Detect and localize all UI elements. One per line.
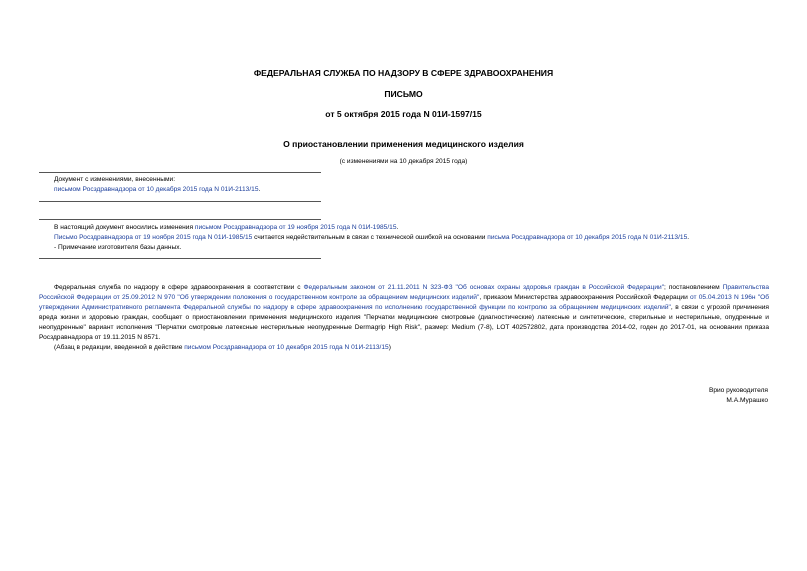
signatory-position: Врио руководителя (708, 387, 768, 394)
body-link[interactable]: Федеральным законом от 21.11.2011 N 323-ФЗ "Об основах охраны здоровья граждан в Российской Федерации" (303, 284, 665, 291)
note-line-2 (54, 233, 794, 243)
body-text: (Абзац в редакции, введенной в действие (54, 344, 185, 351)
note-link[interactable]: письма Росздравнадзора от 10 декабря 2015 года N 01И-2113/15 (487, 234, 688, 241)
divider (39, 201, 321, 202)
body-link[interactable]: Правительства Российской Федерации от 25.09.2012 N 970 "Об утверждении положения о государственном контроле за обращением медицинских изделий" (39, 284, 769, 301)
divider (39, 219, 321, 220)
amendment-link[interactable]: письмом Росздравнадзора от 10 декабря 2015 года N 01И-2113/15 (54, 186, 259, 193)
body-text: , в связи с угрозой причинения вреда жизни и здоровью граждан, сообщает о приостановлении применения медицинского изделия "Перчатки медицинские смотровые (диагностические) латексные и синтетические, стерильные и нестерильные, опудренные и неопудренные" вариант исполнения "Перчатки смотровые латексные нестерильные неопудренные Dermagrip High Risk", размер: Medium (7-8), LOT 402572802, дата производства 2014-02, годен до 2017-01, на основании приказа Росздравнадзора от 19.11.2015 N 8571. (39, 304, 769, 341)
document-date-number: от 5 октября 2015 года N 01И-1597/15 (325, 109, 482, 119)
amendment-link-line (54, 185, 354, 195)
note-text: . (687, 234, 690, 241)
signature-block (709, 386, 768, 406)
body-link[interactable]: от 05.04.2013 N 196н "Об утверждении Административного регламента Федеральной службы по надзору в сфере здравоохранения по исполнению государственной функции по контролю за обращением медицинских изделий" (39, 294, 769, 311)
divider (39, 258, 321, 259)
body-text: ; постановлением (664, 284, 723, 291)
body-text: , приказом Министерства здравоохранения Российской Федерации (479, 294, 690, 301)
note-link[interactable]: письмом Росздравнадзора от 19 ноября 2015 года N 01И-1985/15 (194, 224, 397, 231)
note-line-3: - Примечание изготовителя базы данных. (54, 244, 182, 251)
amendments-note: (с изменениями на 10 декабря 2015 года) (339, 158, 468, 165)
amendment-link-end: . (258, 186, 261, 193)
body-link[interactable]: письмом Росздравнадзора от 10 декабря 2015 года N 01И-2113/15 (184, 344, 389, 351)
body-text: Федеральная служба по надзору в сфере здравоохранения в соответствии с (54, 284, 304, 291)
document-type: ПИСЬМО (384, 89, 423, 99)
body-text: ) (388, 344, 391, 351)
note-line-1 (54, 223, 794, 233)
note-link[interactable]: Письмо Росздравнадзора от 19 ноября 2015 года N 01И-1985/15 (54, 234, 253, 241)
database-note (54, 223, 794, 253)
document-title: О приостановлении применения медицинского изделия (283, 139, 524, 149)
signatory-name: М.А.Мурашко (726, 397, 768, 404)
amendment-label: Документ с изменениями, внесенными: (54, 176, 176, 183)
amendment-info (54, 175, 354, 195)
agency-name: ФЕДЕРАЛЬНАЯ СЛУЖБА ПО НАДЗОРУ В СФЕРЕ ЗДРАВООХРАНЕНИЯ (253, 68, 554, 78)
main-paragraph (39, 283, 769, 343)
edit-note-paragraph (54, 343, 754, 353)
note-text: . (396, 224, 399, 231)
note-text: считается недействительным в связи с технической ошибкой на основании (252, 234, 488, 241)
divider (39, 172, 321, 173)
note-text: В настоящий документ вносились изменения (54, 224, 195, 231)
